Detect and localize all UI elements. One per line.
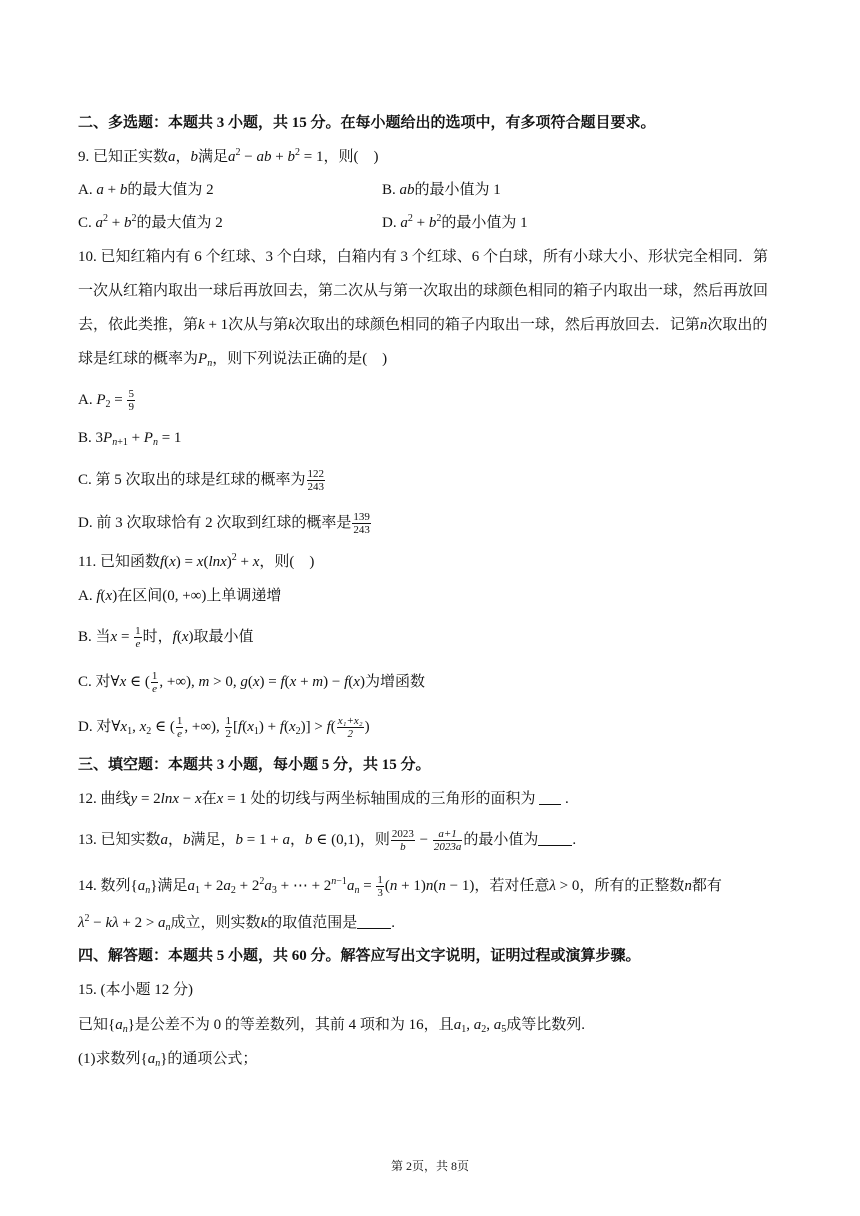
- option-text: 的最小值为 1: [441, 215, 528, 231]
- question-11: 11. 已知函数$f(x) = x(\ln x)^2 + x$，则( ): [78, 552, 315, 570]
- q9-option-c: C. $a^2 + b^2$的最大值为 2: [78, 213, 223, 231]
- answer-blank[interactable]: [538, 831, 572, 846]
- option-label: B. 当: [78, 628, 111, 645]
- q15-text: 已知: [78, 1017, 109, 1033]
- question-15-header: 15. (本小题 12 分): [78, 982, 193, 998]
- fraction: $\frac{a+1}{2023a}$: [433, 828, 462, 853]
- q13-text: ，: [289, 831, 305, 848]
- fraction: $\frac{2023}{b}$: [391, 828, 414, 853]
- q10-text: 次取出的: [707, 317, 768, 333]
- q11-lead: 11. 已知函数: [78, 554, 160, 570]
- q10-option-d: [78, 511, 372, 536]
- q9-option-d: D. $a^2 + b^2$的最小值为 1: [382, 213, 528, 231]
- q10-text: 球是红球的概率为: [78, 351, 199, 367]
- q13-text: 满足，: [190, 831, 236, 848]
- q13-text: 13. 已知实数: [78, 831, 161, 848]
- q13-text: .: [572, 831, 577, 848]
- fraction: $\frac{1}{e}$: [135, 625, 141, 650]
- fraction: $\frac{1}{2}$: [225, 715, 232, 740]
- q13-text: ，: [168, 831, 184, 848]
- fraction: $\frac{1}{e}$: [176, 715, 183, 740]
- question-9: 9. 已知正实数a，b满足$a^2$ − ab + $b^2 = 1$，则( ): [78, 147, 379, 165]
- option-label: D. 对: [78, 718, 112, 735]
- option-text: C. 第 5 次取出的球是红球的概率为: [78, 471, 306, 488]
- q12-text: 12. 曲线: [78, 791, 131, 807]
- answer-blank[interactable]: [357, 914, 391, 929]
- q15-text: 是公差不为 0 的等差数列，其前 4 项和为 16，且: [134, 1017, 454, 1033]
- q12-text: 在: [201, 791, 217, 807]
- option-label: C.: [78, 215, 96, 231]
- question-10-line-4: 球是红球的概率为$P_n$，则下列说法正确的是( ): [78, 351, 388, 369]
- option-label: B.: [382, 182, 400, 198]
- q10-text: 次取出的球颜色相同的箱子内取出一球，然后再放回去．记第: [294, 317, 700, 333]
- fraction: $\frac{139}{243}$: [353, 511, 370, 536]
- option-label: A.: [78, 391, 97, 408]
- q14-text: 成立，则实数: [170, 915, 261, 931]
- q12-text: 处的切线与两坐标轴围成的三角形的面积为: [246, 791, 536, 807]
- q11-option-b: B. 当x = $\frac{1}{e}$ 时，f(x)取最小值: [78, 625, 254, 650]
- section-heading-fill-in: 三、填空题：本题共 3 小题，每小题 5 分，共 15 分。: [78, 757, 431, 773]
- q14-text: 都有: [691, 877, 722, 894]
- question-14-line-2: $\lambda^2 - k\lambda + 2 > a_n$成立，则实数k的取值范围是 .: [78, 913, 395, 933]
- option-text: 在区间: [117, 588, 163, 604]
- option-text: 时，: [142, 628, 173, 645]
- question-15-line-1: 已知$\{a_n\}$是公差不为 0 的等差数列，其前 4 项和为 16，且$a_1$, $a_2$, $a_5$成等比数列.: [78, 1017, 585, 1035]
- q9-option-b: B. ab的最小值为 1: [382, 182, 501, 198]
- option-text: 取最小值: [193, 628, 254, 645]
- q14-text: 的取值范围是: [267, 915, 358, 931]
- question-12: 12. 曲线y = 2lnx − x在x = 1 处的切线与两坐标轴围成的三角形的面积为 .: [78, 791, 569, 807]
- q14-text: ，若对任意: [474, 877, 550, 894]
- option-label: A.: [78, 588, 97, 604]
- fraction: $\frac{122}{243}$: [307, 468, 325, 493]
- option-label: D.: [382, 215, 401, 231]
- answer-blank[interactable]: [539, 790, 561, 805]
- q9-lead: 9. 已知正实数: [78, 149, 169, 165]
- q11-option-a: A. f(x)在区间(0, +∞)上单调递增: [78, 588, 282, 604]
- question-10-line-3: 去，依此类推，第k + 1次从与第k次取出的球颜色相同的箱子内取出一球，然后再放回去．记第n次取出的: [78, 317, 768, 333]
- q15-text: (1)求数列: [78, 1051, 141, 1067]
- q13-text: ，则: [359, 831, 390, 848]
- option-text: 的最大值为 2: [127, 182, 214, 198]
- q14-text: 满足: [157, 877, 188, 894]
- question-13: 13. 已知实数a，b满足，b = 1 + a，b ∈ (0,1)，则 $\frac{2023}{b}$ − $\frac{a+1}{2023a}$ 的最小值为 .: [78, 828, 577, 853]
- section-heading-solve: 四、解答题：本题共 5 小题，共 60 分。解答应写出文字说明，证明过程或演算步骤。: [78, 948, 641, 964]
- page-footer: 第 2页，共 8页: [390, 1159, 469, 1173]
- q10-text: 次从与第: [228, 317, 289, 333]
- q11-tail: ，则( ): [259, 554, 315, 570]
- q10-option-b: B. $3P_{n+1} + P_n = 1$: [78, 430, 182, 448]
- q12-text: .: [561, 791, 569, 807]
- option-text: 为增函数: [364, 673, 425, 690]
- fraction: $\frac{\text{x₁+x₂}}{2}$: [337, 715, 363, 740]
- q11-option-c: C. 对∀x ∈ ( $\frac{1}{e}$ , +∞), m > 0, g(x) = f(x + m) − f(x)为增函数: [78, 670, 425, 695]
- q15-text: 成等比数列.: [506, 1017, 585, 1033]
- q14-text: 14. 数列: [78, 877, 131, 894]
- q15-text: 的通项公式；: [167, 1051, 258, 1067]
- q9-comma: ，: [175, 149, 191, 165]
- option-text: 上单调递增: [206, 588, 282, 604]
- question-15-part-1: (1)求数列$\{a_n\}$的通项公式；: [78, 1051, 258, 1069]
- option-text: D. 前 3 次取球恰有 2 次取到红球的概率是: [78, 514, 352, 531]
- q14-text: ，所有的正整数: [579, 877, 685, 894]
- fraction: $\frac{1}{3}$: [377, 874, 383, 899]
- q9-satisfy: 满足: [198, 149, 229, 165]
- q10-option-a: A. $P_2$ = $\frac{5}{9}$: [78, 388, 134, 413]
- question-10-line-1: 10. 已知红箱内有 6 个红球、3 个白球，白箱内有 3 个红球、6 个白球，所有小球大小、形状完全相同．第: [78, 249, 769, 265]
- section-heading-multiple-choice: 二、多选题：本题共 3 小题，共 15 分。在每小题给出的选项中，有多项符合题目要求。: [78, 115, 656, 131]
- option-label: B.: [78, 430, 96, 446]
- fraction: $\frac{1}{e}$: [151, 670, 158, 695]
- q9-option-a: A. a + b的最大值为 2: [78, 182, 214, 198]
- fraction: $\frac{5}{9}$: [128, 388, 134, 413]
- q10-option-c: [78, 468, 326, 493]
- option-text: 的最小值为 1: [414, 182, 501, 198]
- q11-option-d: D. 对$\forall x_1$, $x_2$ ∈ ( $\frac{1}{e}$ , +∞), $\frac{1}{2}$ $[f(x_1) + f(x_2)] > f$( $\frac{\text{x₁+x₂}}{2}$ ): [78, 715, 370, 740]
- q14-text: .: [391, 915, 395, 931]
- option-label: A.: [78, 182, 97, 198]
- q10-text: 去，依此类推，第: [78, 317, 199, 333]
- question-14-line-1: 14. 数列$\{a_n\}$满足$a_1 + 2a_2 + 2^2a_3$ + ⋯ + $2^{n-1}a_n$ = $\frac{1}{3}$ (n + 1)n(n − 1)，若对任意λ > 0，所有的正整数n都有: [78, 874, 722, 899]
- q9-tail: ，则( ): [323, 149, 379, 165]
- option-text: 的最大值为 2: [136, 215, 223, 231]
- q13-text: 的最小值为: [463, 831, 539, 848]
- option-label: C. 对: [78, 673, 111, 690]
- q10-text: ，则下列说法正确的是( ): [212, 351, 388, 367]
- question-10-line-2: 一次从红箱内取出一球后再放回去，第二次从与第一次取出的球颜色相同的箱子内取出一球，然后再放回: [78, 283, 769, 299]
